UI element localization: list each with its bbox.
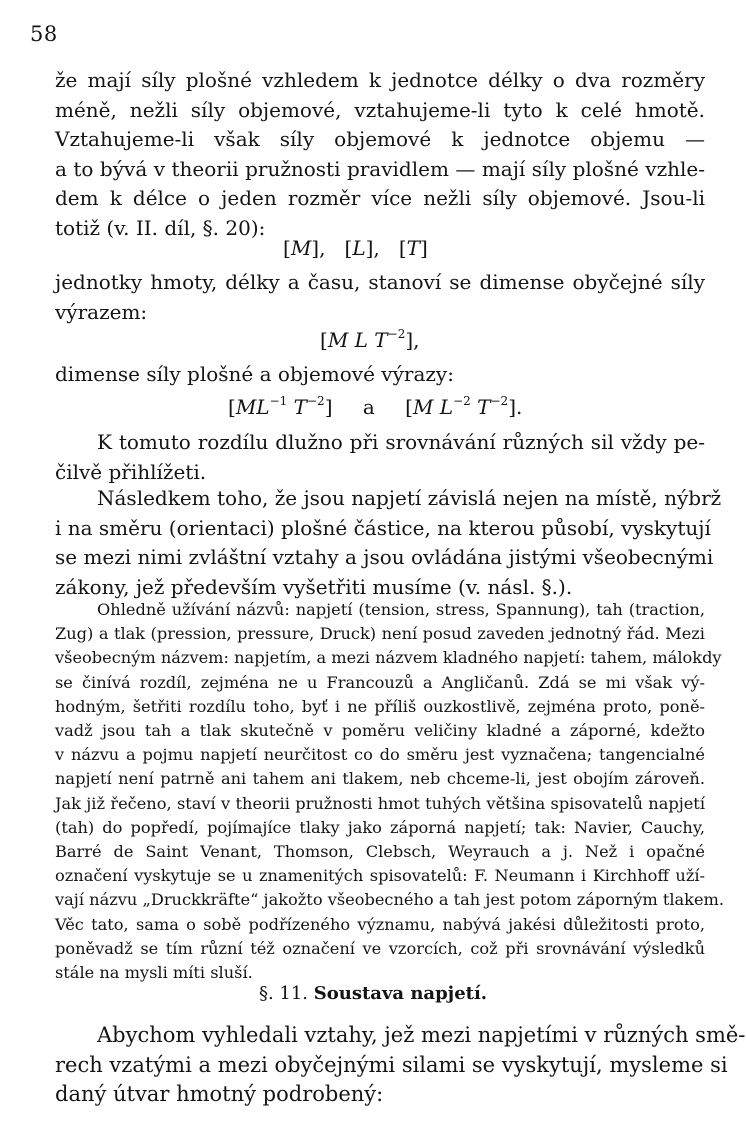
text-line: dimense síly plošné a objemové výrazy: — [55, 362, 454, 386]
note-line: označení vyskytuje se u znamenitých spisovatelů: F. Neumann i Kirchhoff uží- — [55, 866, 705, 886]
section-heading — [0, 983, 746, 1004]
text-line: dem k délce o jeden rozměr více nežli síly objemové. Jsou-li — [55, 186, 705, 211]
note-line: Barré de Saint Venant, Thomson, Clebsch, Weyrauch a j. Než i opačné — [55, 842, 705, 862]
symbol-time: T — [406, 236, 421, 260]
text-line: i na směru (orientaci) plošné částice, na kterou působí, vyskytují — [55, 515, 711, 540]
text-line: výrazem: — [55, 299, 148, 324]
text-line: méně, nežli síly objemové, vztahujeme-li tyto k celé hmotě. — [55, 97, 705, 122]
paragraph-stress-system — [55, 1021, 746, 1110]
equation-force-dimension: [M L $T^{-2}$], — [320, 327, 420, 352]
note-line: napjetí není patrně ani tahem ani tlakem, neb chceme-li, jest obojím zároveň. — [55, 769, 705, 789]
exponent: −2 — [387, 327, 406, 341]
symbol-mass: M — [290, 236, 312, 260]
section-number: §. 11. — [258, 983, 309, 1004]
symbol-length: L — [352, 236, 366, 260]
text-line: Vztahujeme-li však síly objemové k jednotce objemu — — [55, 127, 705, 152]
note-line: Jak již řečeno, staví v theorii pružnosti hmot tuhých většina spisovatelů napjetí — [55, 793, 705, 813]
note-line: se činívá rozdíl, zejména ne u Francouzů a Angličanů. Zdá se mi však vý- — [55, 672, 705, 692]
text-line: a to bývá v theorii pružnosti pravidlem — mají síly plošné vzhle- — [55, 156, 705, 181]
text-line: čilvě přihlížeti. — [55, 459, 207, 484]
equation-surface-volume: [$ML^{-1}$ $T^{-2}$] a [M $L^{-2}$ $T^{-2}$]. — [228, 394, 523, 419]
text-line: daný útvar hmotný podrobený: — [55, 1082, 384, 1107]
note-line: stále na mysli míti sluší. — [55, 963, 253, 983]
text-line: Následkem toho, že jsou napjetí závislá nejen na místě, nýbrž — [97, 486, 722, 510]
paragraph-dimensions-intro — [55, 66, 705, 244]
paragraph-force-dimension — [55, 268, 705, 327]
text-line: že mají síly plošné vzhledem k jednotce délky o dva rozměry — [55, 68, 705, 92]
note-line: hodným, šetřiti rozdílu toho, byť i ne příliš ouzkostlivě, zejména proto, poně- — [55, 696, 705, 716]
text-line: Abychom vyhledali vztahy, jež mezi napjetími v různých smě- — [97, 1023, 746, 1047]
paragraph-stress-relations — [55, 484, 722, 602]
section-title: Soustava napjetí. — [313, 983, 488, 1004]
note-line: Zug) a tlak (pression, pressure, Druck) není posud zaveden jednotný řád. Mezi — [55, 624, 705, 644]
text-line: rech vzatými a mezi obyčejnými silami se vyskytují, mysleme si — [55, 1052, 728, 1077]
equation-base-units: [M], [L], [T] — [283, 236, 428, 260]
equation-term: M L T — [327, 328, 388, 352]
equation-connector: a — [362, 395, 375, 419]
exponent: −2 — [306, 394, 325, 408]
equation-term: T — [477, 395, 491, 419]
note-line: (tah) do popředí, pojímajíce tlaky jako záporná napjetí; tak: Navier, Cauchy, — [55, 817, 705, 837]
exponent: −2 — [453, 394, 471, 408]
note-line: všeobecným názvem: napjetím, a mezi názvem kladného napjetí: tahem, málokdy — [55, 648, 722, 668]
exponent: −2 — [490, 394, 509, 408]
terminology-note — [55, 598, 725, 985]
paragraph-surface-volume — [55, 360, 705, 390]
exponent: −1 — [269, 394, 288, 408]
paragraph-comparison-note — [55, 428, 705, 487]
note-line: v názvu a pojmu napjetí neurčitost co do směru jest vyznačena; tangencialné — [55, 745, 705, 765]
note-line: Věc tato, sama o sobě podřízeného významu, nabývá jakési důležitosti proto, — [55, 914, 705, 934]
equation-term: T — [293, 395, 307, 419]
note-line: vají názvu „Druckkräfte“ jakožto všeobecného a tah jest potom záporným tlakem. — [55, 890, 725, 910]
note-line: poněvadž se tím různí též označení ve vzorcích, což při srovnávání výsledků — [55, 938, 705, 958]
text-line: se mezi nimi zvláštní vztahy a jsou ovládána jistými všeobecnými — [55, 545, 714, 570]
equation-term: ML — [235, 395, 270, 419]
text-line: zákony, jež především vyšetřiti musíme (v. násl. §.). — [55, 574, 573, 599]
text-line: K tomuto rozdílu dlužno při srovnávání různých sil vždy pe- — [97, 430, 705, 454]
equation-term: M L — [412, 395, 454, 419]
text-line: jednotky hmoty, délky a času, stanoví se dimense obyčejné síly — [55, 270, 705, 294]
page-number: 58 — [30, 22, 58, 46]
note-line: vadž jsou tah a tlak skutečně v poměru veličiny kladné a záporné, kdežto — [55, 721, 705, 741]
text-line: totiž (v. II. díl, §. 20): — [55, 215, 266, 240]
note-line: Ohledně užívání názvů: napjetí (tension, stress, Spannung), tah (traction, — [97, 600, 705, 619]
